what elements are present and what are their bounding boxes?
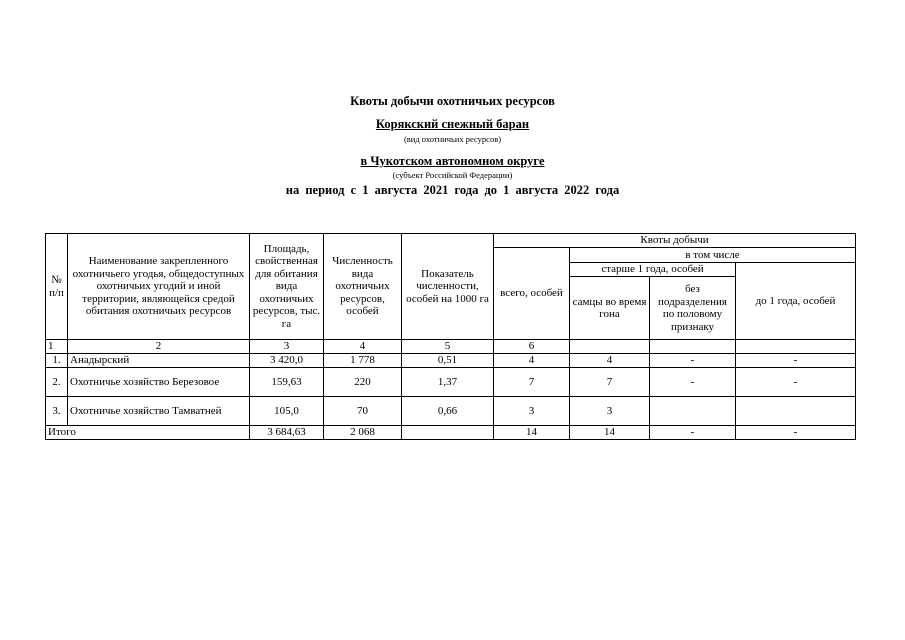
- header-density: Показатель численности, особей на 1000 га: [402, 234, 494, 340]
- row-total: 3: [494, 397, 570, 426]
- row-density: 1,37: [402, 368, 494, 397]
- header-nosex: без подразделения по половому признаку: [650, 277, 736, 340]
- total-density: [402, 426, 494, 440]
- row-num: 2.: [46, 368, 68, 397]
- species-name: Корякский снежный баран: [375, 117, 530, 131]
- header-young: до 1 года, особей: [736, 263, 856, 340]
- row-total: 7: [494, 368, 570, 397]
- row-nosex: -: [650, 368, 736, 397]
- row-num: 1.: [46, 354, 68, 368]
- colnum-cell: 3: [250, 340, 324, 354]
- row-area: 159,63: [250, 368, 324, 397]
- colnum-cell: [650, 340, 736, 354]
- row-young: -: [736, 354, 856, 368]
- header-row: [46, 234, 856, 248]
- row-count: 70: [324, 397, 402, 426]
- colnum-cell: [570, 340, 650, 354]
- table-row: [46, 368, 856, 397]
- header-total: всего, особей: [494, 248, 570, 340]
- row-total: 4: [494, 354, 570, 368]
- header-num: № п/п: [46, 234, 68, 340]
- header-including: в том числе: [570, 248, 856, 263]
- document-title: Квоты добычи охотничьих ресурсов: [350, 94, 555, 108]
- row-name: Анадырский: [68, 354, 250, 368]
- species-caption: (вид охотничьих ресурсов): [403, 134, 502, 144]
- row-area: 105,0: [250, 397, 324, 426]
- total-young: -: [736, 426, 856, 440]
- total-row: [46, 426, 856, 440]
- table-row: [46, 354, 856, 368]
- total-nosex: -: [650, 426, 736, 440]
- row-males: 4: [570, 354, 650, 368]
- quota-table: [45, 233, 856, 440]
- row-males: 7: [570, 368, 650, 397]
- row-young: -: [736, 368, 856, 397]
- row-nosex: -: [650, 354, 736, 368]
- colnum-cell: 2: [68, 340, 250, 354]
- region-name: в Чукотском автономном округе: [360, 154, 545, 168]
- column-number-row: [46, 340, 856, 354]
- total-area: 3 684,63: [250, 426, 324, 440]
- header-count: Численность вида охотничьих ресурсов, особей: [324, 234, 402, 340]
- colnum-cell: 1: [46, 340, 68, 354]
- region-caption: (субъект Российской Федерации): [392, 170, 513, 180]
- colnum-cell: 4: [324, 340, 402, 354]
- total-males: 14: [570, 426, 650, 440]
- row-name: Охотничье хозяйство Березовое: [68, 368, 250, 397]
- header-quotas: Квоты добычи: [494, 234, 856, 248]
- row-area: 3 420,0: [250, 354, 324, 368]
- row-males: 3: [570, 397, 650, 426]
- period-line: на период с 1 августа 2021 года до 1 августа 2022 года: [285, 183, 620, 197]
- table-row: [46, 397, 856, 426]
- row-nosex: [650, 397, 736, 426]
- row-density: 0,51: [402, 354, 494, 368]
- total-count: 2 068: [324, 426, 402, 440]
- row-count: 1 778: [324, 354, 402, 368]
- header-name: Наименование закрепленного охотничьего угодья, общедоступных охотничьих угодий и иной территории, являющейся средой обитания охотничьих ресурсов: [68, 234, 250, 340]
- total-label: Итого: [46, 426, 250, 440]
- colnum-cell: 5: [402, 340, 494, 354]
- header-males: самцы во время гона: [570, 277, 650, 340]
- header-area: Площадь, свойственная для обитания вида охотничьих ресурсов, тыс. га: [250, 234, 324, 340]
- colnum-cell: [736, 340, 856, 354]
- row-num: 3.: [46, 397, 68, 426]
- header-older: старше 1 года, особей: [570, 263, 736, 277]
- row-young: [736, 397, 856, 426]
- colnum-cell: 6: [494, 340, 570, 354]
- row-count: 220: [324, 368, 402, 397]
- row-name: Охотничье хозяйство Тамватней: [68, 397, 250, 426]
- row-density: 0,66: [402, 397, 494, 426]
- total-quota: 14: [494, 426, 570, 440]
